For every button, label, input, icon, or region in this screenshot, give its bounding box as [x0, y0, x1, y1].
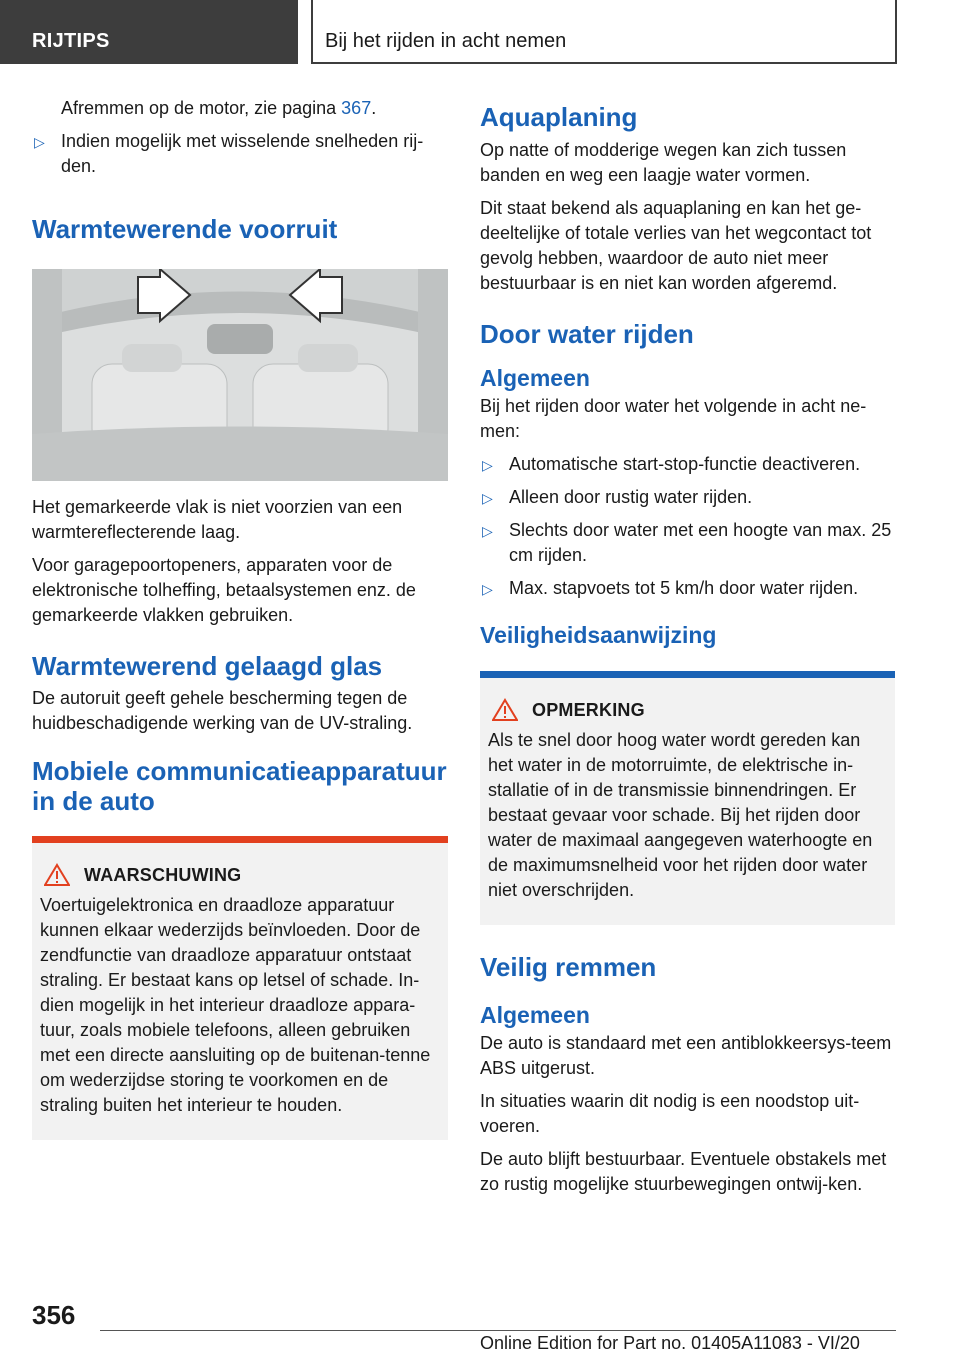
triangle-bullet-icon: ▷ — [34, 134, 45, 150]
paragraph: De auto blijft bestuurbaar. Eventuele obstakels met zo rustig mogelijke stuurbewegingen ontwij-ken. — [480, 1149, 887, 1194]
footer-divider — [100, 1330, 896, 1331]
heading-mobiele-communicatie: Mobiele communicatieapparatuur in de auto — [32, 756, 447, 816]
heading-door-water-rijden: Door water rijden — [480, 319, 694, 349]
chapter-title: Bij het rijden in acht nemen — [325, 30, 567, 52]
triangle-bullet-icon: ▷ — [482, 490, 493, 506]
triangle-bullet-icon: ▷ — [482, 581, 493, 597]
heading-warmtewerende-voorruit: Warmtewerende voorruit — [32, 214, 338, 244]
heading-aquaplaning: Aquaplaning — [480, 102, 638, 132]
bullet-list — [32, 129, 448, 179]
paragraph: In situaties waarin dit nodig is een noodstop uit-voeren. — [480, 1091, 860, 1136]
subheading-veiligheidsaanwijzing: Veiligheidsaanwijzing — [480, 622, 717, 648]
warning-triangle-icon — [44, 863, 70, 887]
left-column — [32, 96, 448, 1140]
warning-box — [32, 836, 448, 1140]
note-title: OPMERKING — [532, 699, 645, 720]
paragraph: Het gemarkeerde vlak is niet voorzien van een warmtereflecterende laag. — [32, 497, 403, 542]
subheading-algemeen: Algemeen — [480, 1002, 590, 1028]
note-box — [480, 671, 895, 925]
warning-triangle-icon — [492, 698, 518, 722]
page-link[interactable]: 367 — [341, 98, 372, 118]
list-item: ▷ Max. stapvoets tot 5 km/h door water rijden. — [480, 576, 895, 601]
footer-edition: Online Edition for Part no. 01405A11083 - VI/20 — [480, 1333, 860, 1353]
page-number: 356 — [32, 1300, 76, 1330]
warning-title: WAARSCHUWING — [84, 864, 242, 885]
heading-veilig-remmen: Veilig remmen — [480, 952, 657, 982]
list-item: ▷ Alleen door rustig water rijden. — [480, 485, 895, 510]
list-item: ▷ Slechts door water met een hoogte van max. 25 cm rijden. — [482, 520, 892, 565]
windscreen-photo — [32, 269, 448, 481]
paragraph: Op natte of modderige wegen kan zich tussen banden en weg een laagje water vormen. — [480, 140, 847, 185]
note-text: Als te snel door hoog water wordt gereden kan het water in de motorruimte, de elektrische in-stallatie of in de transmissie binnendringen. Er bestaat gevaar voor schade. Bij het rijden door water de maximaal aangegeven waterhoogte en de maximumsnelheid voor het rijden door water niet overschrijden. — [488, 730, 873, 900]
paragraph: Bij het rijden door water het volgende in acht ne-men: — [480, 396, 867, 441]
list-item: ▷ Automatische start-stop-functie deactiveren. — [480, 452, 895, 477]
triangle-bullet-icon: ▷ — [482, 457, 493, 473]
paragraph: De auto is standaard met een antiblokkeersys-teem ABS uitgerust. — [480, 1033, 892, 1078]
triangle-bullet-icon: ▷ — [482, 523, 493, 539]
paragraph: Dit staat bekend als aquaplaning en kan het ge-deeltelijke of totale verlies van het wegcontact tot gevolg hebben, waardoor de auto niet meer bestuurbaar is en niet kan worden afgeremd. — [480, 198, 872, 293]
paragraph: Voor garagepoortopeners, apparaten voor de elektronische tolheffing, betaalsystemen enz. de gemarkeerde vlakken gebruiken. — [32, 555, 416, 625]
section-label: RIJTIPS — [32, 30, 110, 52]
intro-paragraph: Afremmen op de motor, zie pagina 367. — [61, 98, 377, 118]
subheading-algemeen: Algemeen — [480, 365, 590, 391]
paragraph: De autoruit geeft gehele bescherming tegen de huidbeschadigende werking van de UV-straling. — [32, 688, 413, 733]
list-item: ▷ Indien mogelijk met wisselende snelheden rij-den. — [34, 131, 424, 176]
right-column — [480, 96, 895, 1205]
warning-text: Voertuigelektronica en draadloze apparatuur kunnen elkaar wederzijds beïnvloeden. Door de zendfunctie van draadloze apparatuur ontstaat straling. Er bestaat kans op letsel of schade. In-dien mogelijk in het interieur draadloze appara-tuur, zoals mobiele telefoons, alleen gebruiken met een directe aansluiting op de buitenan-tenne om wederzijdse storing te voorkomen en de straling buiten het interieur te houden. — [40, 895, 431, 1115]
section-tab — [0, 0, 298, 64]
chapter-header — [311, 0, 897, 64]
bullet-list — [480, 452, 895, 601]
heading-warmtewerend-gelaagd-glas: Warmtewerend gelaagd glas — [32, 651, 383, 681]
